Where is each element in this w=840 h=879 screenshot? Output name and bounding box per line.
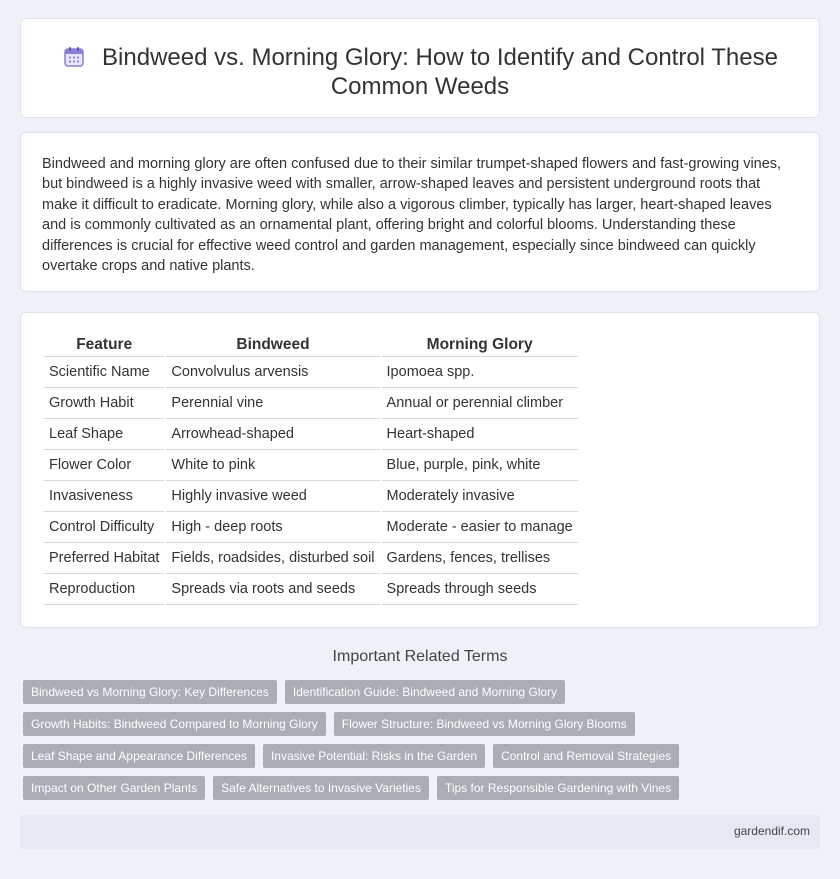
table-header-row [44,333,578,357]
table-cell: Moderate - easier to manage [382,512,578,543]
related-term-tag[interactable]: Leaf Shape and Appearance Differences [23,744,255,768]
site-name[interactable]: gardendif.com [733,824,810,838]
page-title: Bindweed vs. Morning Glory: How to Identify and Control These Common Weeds [102,44,778,100]
title-wrap [21,43,819,101]
table-cell: Flower Color [44,450,164,481]
table-row [44,388,578,419]
related-term-tag[interactable]: Growth Habits: Bindweed Compared to Morning Glory [23,712,326,736]
table-row [44,574,578,605]
table-row [44,481,578,512]
table-cell: Ipomoea spp. [382,357,578,388]
table-cell: Heart-shaped [382,419,578,450]
table-cell: Invasiveness [44,481,164,512]
table-cell: Perennial vine [166,388,379,419]
table-cell: Reproduction [44,574,164,605]
tag-row [23,776,803,800]
tag-row [23,744,803,768]
related-terms-title: Important Related Terms [332,648,508,665]
table-row [44,419,578,450]
column-header: Feature [44,333,164,357]
footer [20,815,820,849]
tag-row [23,712,803,736]
table-row [44,357,578,388]
related-term-tag[interactable]: Flower Structure: Bindweed vs Morning Glory Blooms [334,712,635,736]
column-header: Morning Glory [382,333,578,357]
header-card [20,18,820,118]
tag-row [23,680,803,704]
table-cell: Growth Habit [44,388,164,419]
table-cell: Convolvulus arvensis [166,357,379,388]
table-cell: Arrowhead-shaped [166,419,379,450]
table-cell: Annual or perennial climber [382,388,578,419]
table-cell: Spreads via roots and seeds [166,574,379,605]
table-cell: Blue, purple, pink, white [382,450,578,481]
intro-paragraph: Bindweed and morning glory are often confused due to their similar trumpet-shaped flowers and fast-growing vines, but bindweed is a highly invasive weed with smaller, arrow-shaped leaves and persistent underground roots that make it difficult to eradicate. Morning glory, while also a vigorous climber, typically has larger, heart-shaped leaves and is commonly cultivated as an ornamental plant, offering bright and colorful blooms. Understanding these differences is crucial for effective weed control and garden management, especially since bindweed can quickly overtake crops and native plants. [42,156,782,275]
table-cell: Highly invasive weed [166,481,379,512]
related-term-tag[interactable]: Identification Guide: Bindweed and Morning Glory [285,680,565,704]
table-row [44,543,578,574]
table-cell: Preferred Habitat [44,543,164,574]
comparison-card [20,312,820,628]
calendar-icon [62,45,86,69]
related-term-tag[interactable]: Invasive Potential: Risks in the Garden [263,744,485,768]
column-header: Bindweed [166,333,379,357]
table-cell: Scientific Name [44,357,164,388]
related-term-tag[interactable]: Safe Alternatives to Invasive Varieties [213,776,429,800]
related-term-tag[interactable]: Bindweed vs Morning Glory: Key Differences [23,680,277,704]
table-cell: Fields, roadsides, disturbed soil [166,543,379,574]
table-cell: High - deep roots [166,512,379,543]
intro-card [20,132,820,292]
table-row [44,512,578,543]
table-cell: White to pink [166,450,379,481]
related-term-tag[interactable]: Tips for Responsible Gardening with Vines [437,776,679,800]
table-cell: Leaf Shape [44,419,164,450]
related-term-tag[interactable]: Control and Removal Strategies [493,744,679,768]
table-cell: Moderately invasive [382,481,578,512]
related-term-tag[interactable]: Impact on Other Garden Plants [23,776,205,800]
comparison-table [42,333,580,605]
table-row [44,450,578,481]
table-cell: Gardens, fences, trellises [382,543,578,574]
table-cell: Control Difficulty [44,512,164,543]
related-terms-list [23,680,803,808]
table-cell: Spreads through seeds [382,574,578,605]
